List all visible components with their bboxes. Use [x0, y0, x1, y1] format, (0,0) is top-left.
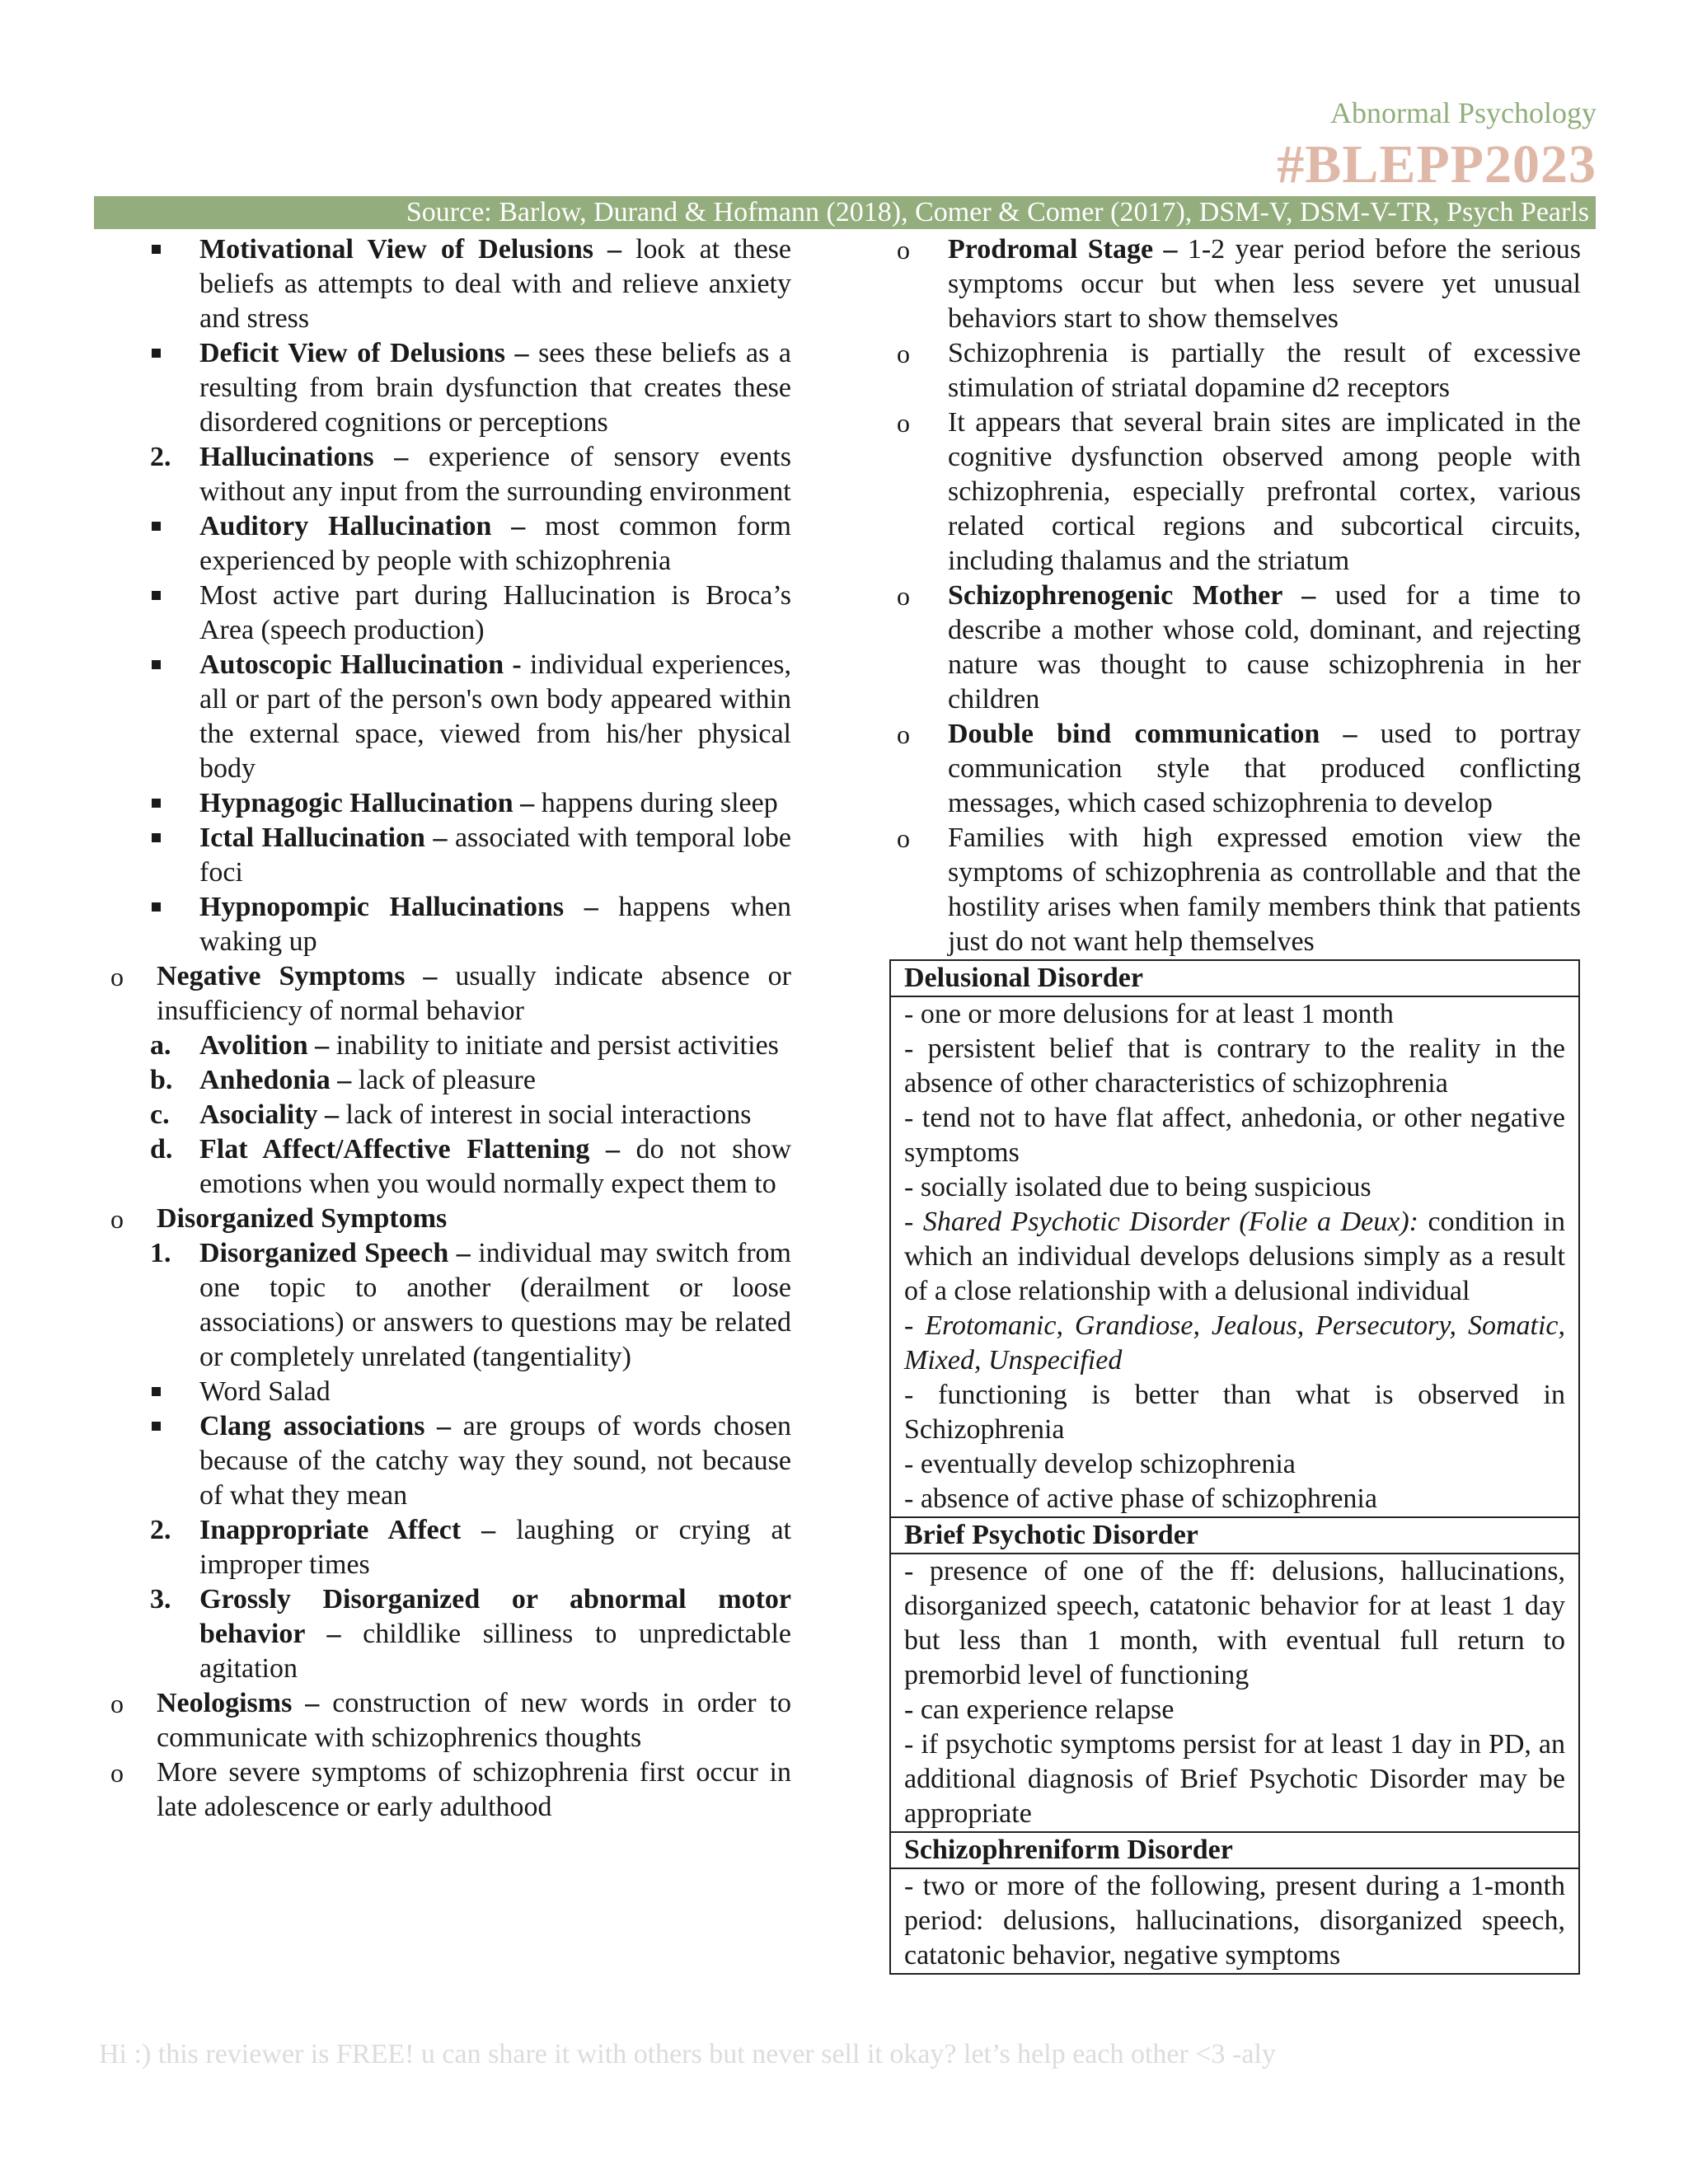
- list-item: [99, 648, 791, 786]
- square-bullet-icon: [152, 349, 161, 358]
- item-text: do not show emotions when you would normally expect them to: [199, 1134, 791, 1199]
- circle-bullet-icon: o: [897, 581, 910, 611]
- item-text: experience of sensory events without any input from the surrounding environment: [199, 442, 792, 507]
- item-text: lack of interest in social interactions: [339, 1099, 752, 1130]
- list-item: [99, 821, 791, 890]
- list-item: [99, 1375, 791, 1409]
- brief-psychotic-disorder-body: [890, 1554, 1579, 1832]
- list-item: [99, 509, 791, 579]
- item-text: usually indicate absence or insufficiency of normal behavior: [157, 961, 791, 1026]
- list-number: 2.: [150, 1515, 171, 1545]
- page-tag-title: #BLEPP2023: [1277, 134, 1597, 194]
- line-prefix: -: [904, 1310, 926, 1341]
- item-text: laughing or crying at improper times: [199, 1515, 792, 1580]
- item-text: used to portray communication style that produced conflicting messages, which cased schizophrenia to develop: [948, 719, 1581, 818]
- list-item: [99, 786, 791, 821]
- list-item: [99, 1098, 791, 1132]
- item-term: Hypnopompic Hallucinations –: [199, 892, 598, 922]
- item-term: Ictal Hallucination –: [199, 823, 448, 853]
- item-text: are groups of words chosen because of the catchy way they sound, not because of what they mean: [199, 1411, 791, 1511]
- brief-psychotic-disorder-header: Brief Psychotic Disorder: [890, 1517, 1579, 1554]
- list-item: [882, 821, 1581, 959]
- circle-bullet-icon: o: [897, 719, 910, 749]
- table-line: - tend not to have flat affect, anhedonia, or other negative symptoms: [904, 1103, 1565, 1168]
- item-text: happens when waking up: [199, 892, 792, 957]
- list-item: [882, 579, 1581, 717]
- delusional-disorder-header: Delusional Disorder: [890, 960, 1579, 996]
- circle-bullet-icon: o: [110, 962, 124, 991]
- item-term: Schizophrenogenic Mother –: [948, 580, 1316, 611]
- table-line: - if psychotic symptoms persist for at least 1 day in PD, an additional diagnosis of Brief Psychotic Disorder may be appropriate: [904, 1729, 1565, 1829]
- item-term: Clang associations –: [199, 1411, 452, 1441]
- square-bullet-icon: [152, 245, 161, 254]
- item-text: Families with high expressed emotion view the symptoms of schizophrenia as controllable and that the hostility arises when family members think that patients just do not want help themselves: [948, 823, 1581, 957]
- right-bullet-list: [882, 232, 1581, 959]
- item-text: look at these beliefs as attempts to deal with and relieve anxiety and stress: [199, 234, 791, 334]
- item-text: happens during sleep: [534, 788, 778, 818]
- list-number: 1.: [150, 1238, 171, 1268]
- square-bullet-icon: [152, 799, 161, 808]
- table-line: [904, 1309, 1565, 1378]
- item-text: Most active part during Hallucination is Broca’s Area (speech production): [199, 580, 791, 645]
- disorders-table: [889, 959, 1580, 1975]
- item-term: Flat Affect/Affective Flattening –: [199, 1134, 621, 1165]
- list-item: [99, 1132, 791, 1202]
- list-item: [99, 579, 791, 648]
- list-item: [882, 336, 1581, 405]
- circle-bullet-icon: o: [110, 1689, 124, 1718]
- circle-bullet-icon: o: [897, 823, 910, 853]
- list-item: [882, 405, 1581, 579]
- item-text: individual may switch from one topic to another (derailment or loose associations) or answers to questions may be related or completely unrelated (tangentiality): [199, 1238, 791, 1372]
- item-text: Word Salad: [199, 1376, 331, 1407]
- circle-bullet-icon: o: [897, 235, 910, 265]
- table-line: - functioning is better than what is observed in Schizophrenia: [904, 1380, 1565, 1445]
- list-item: [99, 1513, 791, 1582]
- table-line: [904, 1205, 1565, 1309]
- square-bullet-icon: [152, 660, 161, 669]
- line-italic: Shared Psychotic Disorder (Folie a Deux):: [922, 1207, 1418, 1237]
- item-term: Avolition –: [199, 1030, 330, 1061]
- square-bullet-icon: [152, 591, 161, 600]
- list-item: [99, 1236, 791, 1375]
- list-number: b.: [150, 1065, 173, 1095]
- item-term: Negative Symptoms –: [157, 961, 438, 991]
- item-term: Asociality –: [199, 1099, 340, 1130]
- square-bullet-icon: [152, 833, 161, 842]
- table-line: - can experience relapse: [904, 1694, 1175, 1725]
- delusional-disorder-body: [890, 996, 1579, 1517]
- list-item: [99, 959, 791, 1029]
- list-item: [99, 1409, 791, 1513]
- footer-note: Hi :) this reviewer is FREE! u can share it with others but never sell it okay? let’s help each other <3 -aly: [99, 2039, 1276, 2069]
- table-line: - two or more of the following, present during a 1-month period: delusions, hallucinations, disorganized speech, catatonic behavior, negative symptoms: [904, 1871, 1565, 1971]
- subject-label: Abnormal Psychology: [1330, 96, 1597, 129]
- item-term: Hypnagogic Hallucination –: [199, 788, 535, 818]
- table-line: - socially isolated due to being suspicious: [904, 1172, 1372, 1202]
- square-bullet-icon: [152, 1422, 161, 1431]
- item-text: sees these beliefs as a resulting from brain dysfunction that creates these disordered cognitions or perceptions: [199, 338, 792, 438]
- item-term: Disorganized Speech –: [199, 1238, 471, 1268]
- list-number: c.: [150, 1099, 170, 1130]
- item-term: Hallucinations –: [199, 442, 409, 472]
- item-text: used for a time to describe a mother whose cold, dominant, and rejecting nature was thought to cause schizophrenia in her children: [948, 580, 1581, 715]
- item-text: individual experiences, all or part of the person's own body appeared within the external space, viewed from his/her physical body: [199, 649, 791, 784]
- table-line: - persistent belief that is contrary to the reality in the absence of other characteristics of schizophrenia: [904, 1033, 1565, 1099]
- list-item: [99, 440, 791, 509]
- list-item: [99, 1202, 791, 1236]
- line-italic: Erotomanic, Grandiose, Jealous, Persecutory, Somatic, Mixed, Unspecified: [904, 1310, 1565, 1376]
- item-term: Motivational View of Delusions –: [199, 234, 622, 265]
- item-term: Inappropriate Affect –: [199, 1515, 496, 1545]
- circle-bullet-icon: o: [897, 408, 910, 438]
- item-term: Anhedonia –: [199, 1065, 352, 1095]
- item-text: lack of pleasure: [351, 1065, 536, 1095]
- item-text: More severe symptoms of schizophrenia first occur in late adolescence or early adulthood: [157, 1757, 791, 1822]
- item-term: Auditory Hallucination –: [199, 511, 526, 541]
- source-bar: Source: Barlow, Durand & Hofmann (2018), Comer & Comer (2017), DSM-V, DSM-V-TR, Psych Pearls: [94, 196, 1596, 229]
- list-item: [99, 1582, 791, 1686]
- item-term: Autoscopic Hallucination -: [199, 649, 522, 680]
- list-item: [99, 1029, 791, 1063]
- item-term: Double bind communication –: [948, 719, 1357, 749]
- table-line: - one or more delusions for at least 1 month: [904, 999, 1394, 1029]
- item-text: 1-2 year period before the serious symptoms occur but when less severe yet unusual behaviors start to show themselves: [948, 234, 1581, 334]
- list-number: d.: [150, 1134, 173, 1165]
- schizophreniform-disorder-body: [890, 1868, 1579, 1974]
- item-term: Disorganized Symptoms: [157, 1203, 448, 1234]
- list-item: [99, 1063, 791, 1098]
- item-term: Prodromal Stage –: [948, 234, 1178, 265]
- right-column: [882, 232, 1581, 1975]
- list-item: [99, 336, 791, 440]
- list-number: 3.: [150, 1584, 171, 1615]
- item-text: It appears that several brain sites are implicated in the cognitive dysfunction observed among people with schizophrenia, especially prefrontal cortex, various related cortical regions and subcortical circuits, including thalamus and the striatum: [948, 407, 1581, 576]
- square-bullet-icon: [152, 1387, 161, 1396]
- list-item: [882, 717, 1581, 821]
- item-text: associated with temporal lobe foci: [199, 823, 792, 888]
- item-text: Schizophrenia is partially the result of excessive stimulation of striatal dopamine d2 receptors: [948, 338, 1581, 403]
- list-item: [99, 1686, 791, 1755]
- item-term: Grossly Disorganized or abnormal motor behavior –: [199, 1584, 791, 1649]
- table-line: - presence of one of the ff: delusions, hallucinations, disorganized speech, catatonic behavior for at least 1 day but less than 1 month, with eventual full return to premorbid level of functioning: [904, 1556, 1565, 1690]
- list-item: [882, 232, 1581, 336]
- table-line: - eventually develop schizophrenia: [904, 1449, 1296, 1479]
- schizophreniform-disorder-header: Schizophreniform Disorder: [890, 1832, 1579, 1868]
- left-column: [99, 232, 791, 1825]
- circle-bullet-icon: o: [110, 1204, 124, 1234]
- item-term: Deficit View of Delusions –: [199, 338, 529, 368]
- circle-bullet-icon: o: [110, 1758, 124, 1788]
- item-text: construction of new words in order to communicate with schizophrenics thoughts: [157, 1688, 791, 1753]
- item-text: most common form experienced by people with schizophrenia: [199, 511, 791, 576]
- table-line: - absence of active phase of schizophrenia: [904, 1483, 1377, 1514]
- item-term: Neologisms –: [157, 1688, 320, 1718]
- square-bullet-icon: [152, 522, 161, 531]
- circle-bullet-icon: o: [897, 339, 910, 368]
- item-text: childlike silliness to unpredictable agitation: [199, 1619, 791, 1684]
- list-item: [99, 232, 791, 336]
- list-item: [99, 1755, 791, 1825]
- square-bullet-icon: [152, 902, 161, 912]
- list-item: [99, 890, 791, 959]
- list-number: a.: [150, 1030, 171, 1061]
- line-prefix: -: [904, 1207, 923, 1237]
- list-number: 2.: [150, 442, 171, 472]
- line-text: condition in which an individual develops delusions simply as a result of a close relationship with a delusional individual: [904, 1207, 1566, 1306]
- item-text: inability to initiate and persist activities: [329, 1030, 779, 1061]
